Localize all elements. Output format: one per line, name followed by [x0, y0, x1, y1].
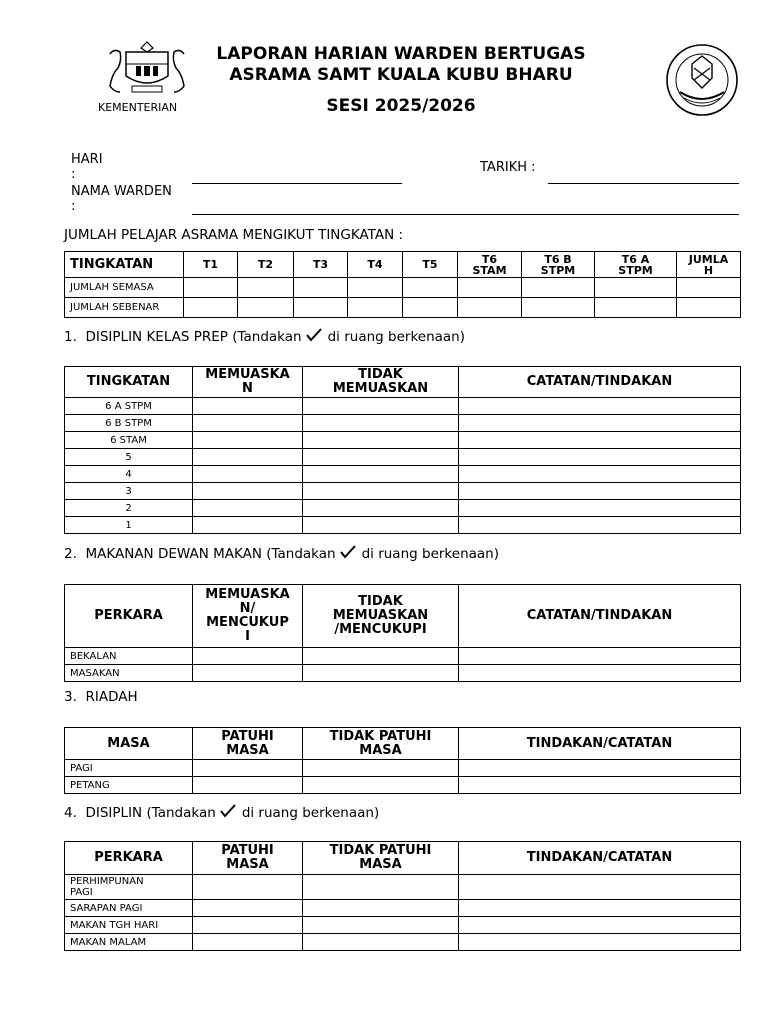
table-row: [65, 760, 741, 777]
entry-cell[interactable]: [193, 500, 303, 517]
section-4-number: 4.: [64, 805, 77, 821]
entry-cell[interactable]: [459, 398, 741, 415]
entry-cell[interactable]: [303, 483, 459, 500]
entry-cell[interactable]: [303, 900, 459, 917]
entry-cell[interactable]: [459, 900, 741, 917]
entry-cell[interactable]: [193, 398, 303, 415]
entry-cell[interactable]: [403, 278, 458, 298]
table-row: [65, 483, 741, 500]
entry-cell[interactable]: [677, 298, 741, 318]
entry-cell[interactable]: [303, 648, 459, 665]
row-label: MAKAN TGH HARI: [65, 917, 193, 934]
hari-colon: :: [71, 167, 76, 182]
entry-cell[interactable]: [303, 517, 459, 534]
entry-cell[interactable]: [459, 875, 741, 900]
column-header: TINGKATAN: [65, 252, 184, 278]
row-label: 5: [65, 449, 193, 466]
table-header-row: [65, 585, 741, 648]
table-row: [65, 875, 741, 900]
row-label: 1: [65, 517, 193, 534]
row-label: 6 A STPM: [65, 398, 193, 415]
table-row: [65, 466, 741, 483]
table-row: [65, 900, 741, 917]
table-row: [65, 934, 741, 951]
entry-cell[interactable]: [459, 500, 741, 517]
row-label: 6 B STPM: [65, 415, 193, 432]
entry-cell[interactable]: [458, 278, 522, 298]
section-2-title-suffix: di ruang berkenaan): [361, 546, 499, 562]
section-2-number: 2.: [64, 546, 77, 562]
section-1-heading: [64, 328, 465, 345]
table-row: [65, 517, 741, 534]
row-label: 6 STAM: [65, 432, 193, 449]
row-label: JUMLAH SEBENAR: [65, 298, 184, 318]
title-line-2: ASRAMA SAMT KUALA KUBU BHARU: [229, 65, 573, 85]
column-header: MASA: [65, 728, 193, 760]
entry-cell[interactable]: [294, 298, 348, 318]
row-label: 2: [65, 500, 193, 517]
table-row: [65, 398, 741, 415]
column-header: T3: [294, 252, 348, 278]
section-2-title: MAKANAN DEWAN MAKAN (Tandakan: [85, 546, 336, 562]
column-header: MEMUASKA N/ MENCUKUP I: [193, 585, 303, 648]
table-row: [65, 777, 741, 794]
column-header: TINDAKAN/CATATAN: [459, 842, 741, 875]
section-3-number: 3.: [64, 689, 77, 705]
section-3-heading: [64, 689, 138, 705]
entry-cell[interactable]: [459, 483, 741, 500]
table-row: [65, 500, 741, 517]
section-4-title-suffix: di ruang berkenaan): [241, 805, 380, 821]
entry-cell[interactable]: [294, 278, 348, 298]
row-label: JUMLAH SEMASA: [65, 278, 184, 298]
column-header: PERKARA: [65, 585, 193, 648]
title-line-1: LAPORAN HARIAN WARDEN BERTUGAS: [216, 44, 586, 64]
table-row: [65, 415, 741, 432]
entry-cell[interactable]: [193, 449, 303, 466]
malaysia-coat-of-arms-logo: [106, 40, 188, 100]
entry-cell[interactable]: [193, 900, 303, 917]
column-header: JUMLA H: [677, 252, 741, 278]
entry-cell[interactable]: [303, 449, 459, 466]
table-row: [65, 449, 741, 466]
dining-hall-food-table: [64, 584, 741, 682]
entry-cell[interactable]: [193, 875, 303, 900]
section-4-title: DISIPLIN (Tandakan: [85, 805, 216, 821]
column-header: T5: [403, 252, 458, 278]
warden-colon: :: [71, 199, 76, 214]
section-4-heading: [64, 804, 379, 821]
entry-cell[interactable]: [303, 466, 459, 483]
checkmark-icon: [340, 545, 356, 559]
column-header: TIDAK PATUHI MASA: [303, 728, 459, 760]
column-header: TINGKATAN: [65, 367, 193, 398]
entry-cell[interactable]: [303, 398, 459, 415]
discipline-table: [64, 841, 741, 951]
warden-label: NAMA WARDEN: [71, 184, 172, 199]
column-header: TIDAK MEMUASKAN /MENCUKUPI: [303, 585, 459, 648]
section-1-title-suffix: di ruang berkenaan): [327, 329, 466, 345]
entry-cell[interactable]: [238, 298, 294, 318]
column-header: T6 A STPM: [595, 252, 677, 278]
recreation-table: [64, 727, 741, 794]
table-header-row: [65, 367, 741, 398]
entry-cell[interactable]: [193, 466, 303, 483]
column-header: T1: [184, 252, 238, 278]
table-row: [65, 648, 741, 665]
entry-cell[interactable]: [459, 665, 741, 682]
entry-cell[interactable]: [459, 917, 741, 934]
table-row: [65, 432, 741, 449]
entry-cell[interactable]: [193, 648, 303, 665]
column-header: TIDAK MEMUASKAN: [303, 367, 459, 398]
entry-cell[interactable]: [595, 278, 677, 298]
enrolment-table: [64, 251, 741, 318]
entry-cell[interactable]: [459, 432, 741, 449]
row-label: SARAPAN PAGI: [65, 900, 193, 917]
entry-cell[interactable]: [193, 483, 303, 500]
row-label: BEKALAN: [65, 648, 193, 665]
session-label: SESI 2025/2026: [326, 96, 476, 116]
table-header-row: [65, 728, 741, 760]
entry-cell[interactable]: [677, 278, 741, 298]
hari-label: HARI: [71, 152, 103, 167]
row-label: MASAKAN: [65, 665, 193, 682]
column-header: T2: [238, 252, 294, 278]
column-header: TIDAK PATUHI MASA: [303, 842, 459, 875]
entry-cell[interactable]: [459, 934, 741, 951]
entry-cell[interactable]: [303, 432, 459, 449]
section-2-heading: [64, 545, 499, 562]
row-label: PAGI: [65, 760, 193, 777]
enrolment-heading: JUMLAH PELAJAR ASRAMA MENGIKUT TINGKATAN :: [64, 227, 404, 243]
entry-cell[interactable]: [303, 415, 459, 432]
section-1-number: 1.: [64, 329, 77, 345]
entry-cell[interactable]: [303, 760, 459, 777]
entry-cell[interactable]: [458, 298, 522, 318]
entry-cell[interactable]: [193, 432, 303, 449]
entry-cell[interactable]: [303, 777, 459, 794]
entry-cell[interactable]: [459, 415, 741, 432]
column-header: PERKARA: [65, 842, 193, 875]
prep-class-discipline-table: [64, 366, 741, 534]
entry-cell[interactable]: [303, 917, 459, 934]
column-header: CATATAN/TINDAKAN: [459, 585, 741, 648]
warden-name-field[interactable]: [192, 214, 739, 215]
entry-cell[interactable]: [303, 500, 459, 517]
entry-cell[interactable]: [238, 278, 294, 298]
row-label: PETANG: [65, 777, 193, 794]
document-title: [196, 44, 606, 86]
entry-cell[interactable]: [193, 415, 303, 432]
tarikh-label: TARIKH :: [480, 160, 536, 175]
row-label: PERHIMPUNAN PAGI: [65, 875, 193, 900]
entry-cell[interactable]: [193, 777, 303, 794]
entry-cell[interactable]: [193, 665, 303, 682]
entry-cell[interactable]: [459, 466, 741, 483]
column-header: PATUHI MASA: [193, 842, 303, 875]
school-emblem-logo: [664, 42, 740, 118]
entry-cell[interactable]: [459, 760, 741, 777]
checkmark-icon: [306, 328, 322, 342]
tarikh-field[interactable]: [548, 183, 739, 184]
entry-cell[interactable]: [459, 517, 741, 534]
column-header: TINDAKAN/CATATAN: [459, 728, 741, 760]
column-header: T6 STAM: [458, 252, 522, 278]
entry-cell[interactable]: [303, 665, 459, 682]
section-1-title: DISIPLIN KELAS PREP (Tandakan: [85, 329, 302, 345]
column-header: PATUHI MASA: [193, 728, 303, 760]
table-header-row: [65, 842, 741, 875]
entry-cell[interactable]: [348, 278, 403, 298]
table-row: [65, 665, 741, 682]
entry-cell[interactable]: [403, 298, 458, 318]
row-label: 4: [65, 466, 193, 483]
entry-cell[interactable]: [193, 760, 303, 777]
checkmark-icon: [220, 804, 236, 818]
entry-cell[interactable]: [184, 298, 238, 318]
entry-cell[interactable]: [193, 917, 303, 934]
table-row: [65, 917, 741, 934]
column-header: MEMUASKA N: [193, 367, 303, 398]
entry-cell[interactable]: [522, 278, 595, 298]
column-header: T4: [348, 252, 403, 278]
section-3-title: RIADAH: [85, 689, 138, 705]
entry-cell[interactable]: [193, 934, 303, 951]
left-logo-caption: KEMENTERIAN: [98, 101, 178, 114]
entry-cell[interactable]: [184, 278, 238, 298]
column-header: T6 B STPM: [522, 252, 595, 278]
entry-cell[interactable]: [459, 648, 741, 665]
entry-cell[interactable]: [595, 298, 677, 318]
row-label: 3: [65, 483, 193, 500]
entry-cell[interactable]: [303, 934, 459, 951]
row-label: MAKAN MALAM: [65, 934, 193, 951]
entry-cell[interactable]: [459, 449, 741, 466]
hari-field[interactable]: [192, 183, 402, 184]
column-header: CATATAN/TINDAKAN: [459, 367, 741, 398]
entry-cell[interactable]: [348, 298, 403, 318]
entry-cell[interactable]: [459, 777, 741, 794]
entry-cell[interactable]: [522, 298, 595, 318]
entry-cell[interactable]: [193, 517, 303, 534]
entry-cell[interactable]: [303, 875, 459, 900]
